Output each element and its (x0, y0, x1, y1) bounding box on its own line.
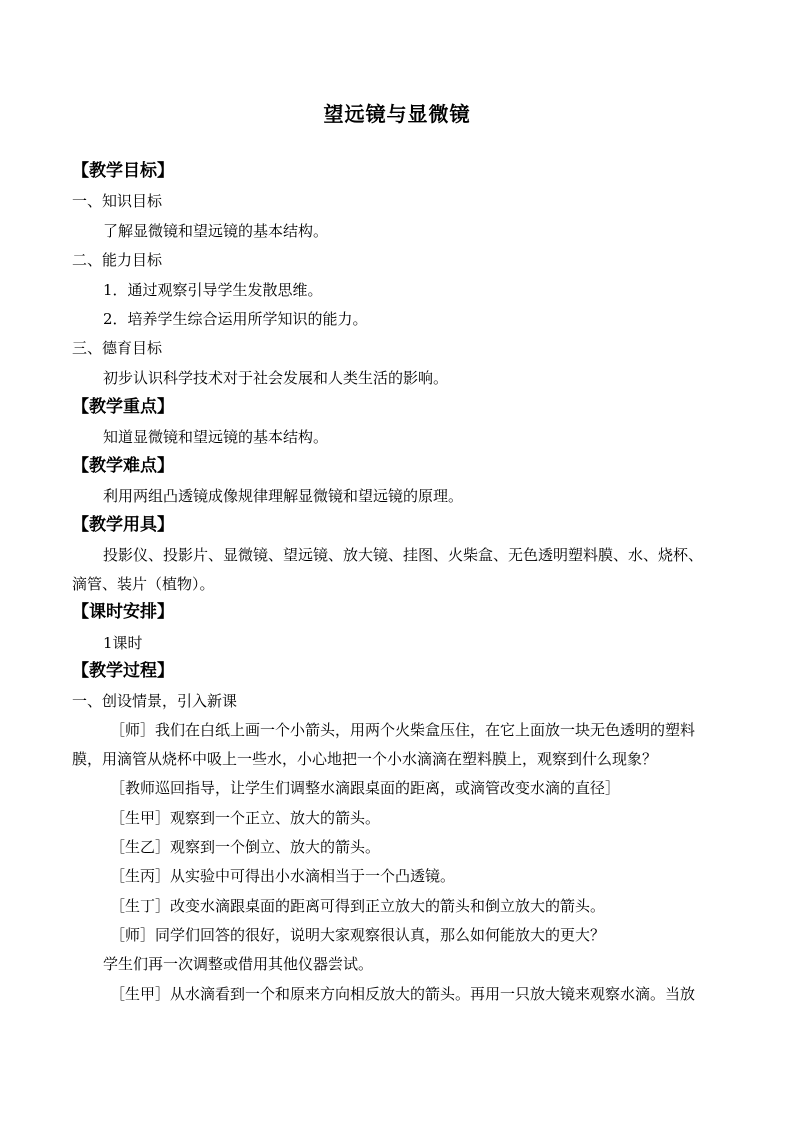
page-title: 望远镜与显微镜 (323, 102, 471, 126)
teacher-remark-1-line-2: 膜，用滴管从烧杯中吸上一些水，小心地把一个小水滴滴在塑料膜上，观察到什么现象？ (72, 750, 658, 768)
ability-goal-item-2: 2．培养学生综合运用所学知识的能力。 (103, 310, 368, 328)
student-a-answer: ［生甲］观察到一个正立、放大的箭头。 (110, 809, 381, 827)
heading-teaching-goals: 【教学目标】 (72, 161, 174, 181)
student-b-answer: ［生乙］观察到一个倒立、放大的箭头。 (110, 838, 381, 856)
schedule-text: 1课时 (103, 634, 143, 652)
heading-teaching-tools: 【教学用具】 (72, 515, 174, 535)
students-retry-text: 学生们再一次调整或借用其他仪器尝试。 (103, 955, 374, 973)
moral-goal-text: 初步认识科学技术对于社会发展和人类生活的影响。 (103, 369, 449, 387)
key-points-text: 知道显微镜和望远镜的基本结构。 (103, 428, 329, 446)
student-d-answer: ［生丁］改变水滴跟桌面的距离可得到正立放大的箭头和倒立放大的箭头。 (110, 897, 606, 915)
difficulties-text: 利用两组凸透镜成像规律理解显微镜和望远镜的原理。 (103, 487, 464, 505)
section-ability-goal: 二、能力目标 (72, 251, 163, 269)
section-knowledge-goal: 一、知识目标 (72, 192, 163, 210)
tools-text-line-2: 滴管、装片（植物）。 (72, 575, 215, 593)
student-a-answer-2: ［生甲］从水滴看到一个和原来方向相反放大的箭头。再用一只放大镜来观察水滴。当放 (110, 985, 696, 1003)
knowledge-goal-text: 了解显微镜和望远镜的基本结构。 (103, 222, 329, 240)
tools-text-line-1: 投影仪、投影片、显微镜、望远镜、放大镜、挂图、火柴盒、无色透明塑料膜、水、烧杯、 (103, 546, 704, 564)
heading-difficulties: 【教学难点】 (72, 456, 174, 476)
heading-schedule: 【课时安排】 (72, 602, 174, 622)
teacher-guidance: ［教师巡回指导，让学生们调整水滴跟桌面的距离，或滴管改变水滴的直径］ (110, 779, 621, 797)
section-moral-goal: 三、德育目标 (72, 339, 163, 357)
teacher-remark-1-line-1: ［师］我们在白纸上画一个小箭头，用两个火柴盒压住，在它上面放一块无色透明的塑料 (110, 721, 696, 739)
ability-goal-item-1: 1．通过观察引导学生发散思维。 (103, 281, 323, 299)
heading-teaching-process: 【教学过程】 (72, 661, 174, 681)
heading-key-points: 【教学重点】 (72, 397, 174, 417)
teacher-remark-2: ［师］同学们回答的很好，说明大家观察很认真，那么如何能放大的更大？ (110, 926, 606, 944)
process-step-1: 一、创设情景，引入新课 (72, 692, 238, 710)
student-c-answer: ［生丙］从实验中可得出小水滴相当于一个凸透镜。 (110, 867, 456, 885)
